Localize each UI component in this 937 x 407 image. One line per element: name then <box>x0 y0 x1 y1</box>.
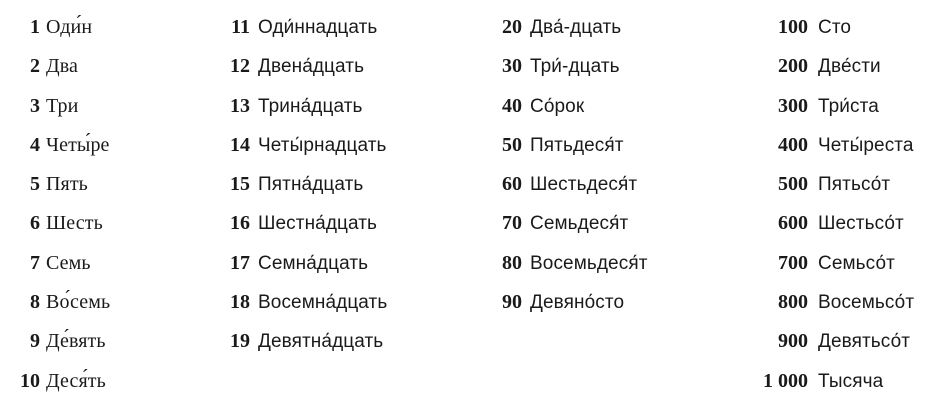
numeral-word: Девятьсо́т <box>818 331 911 353</box>
numeral-row <box>748 170 933 209</box>
numeral-word: Девятна́дцать <box>258 331 384 353</box>
numeral-digits: 15 <box>230 173 250 196</box>
numeral-digits: 800 <box>778 291 808 314</box>
numeral-digits: 700 <box>778 251 808 274</box>
numeral-digits: 13 <box>230 94 250 117</box>
numeral-word: Пятьсо́т <box>818 174 891 196</box>
numeral-digits: 2 <box>30 55 40 78</box>
numeral-word: Де́вять <box>46 330 106 353</box>
numeral-word: Шестьсо́т <box>818 213 904 235</box>
numeral-digits: 4 <box>30 133 40 156</box>
numeral-row <box>222 13 482 52</box>
numeral-digits: 70 <box>502 212 522 235</box>
numeral-digits: 19 <box>230 330 250 353</box>
numeral-word: Сто <box>818 17 852 38</box>
numeral-word: Восемна́дцать <box>258 292 388 314</box>
numeral-word: Восемьдеся́т <box>530 252 648 274</box>
numeral-row <box>10 92 210 131</box>
numeral-row <box>748 367 933 406</box>
numeral-word: Трина́дцать <box>258 95 363 117</box>
numeral-row <box>748 209 933 248</box>
numeral-row <box>492 52 752 91</box>
numeral-digits: 14 <box>230 133 250 156</box>
numeral-word: Шесть <box>46 212 103 235</box>
numeral-row <box>10 13 210 52</box>
numeral-row <box>10 327 210 366</box>
numeral-digits: 90 <box>502 291 522 314</box>
numerals-column-3 <box>492 13 752 327</box>
numeral-digits: 400 <box>778 133 808 156</box>
numeral-word: Пять <box>46 173 88 196</box>
numeral-digits: 30 <box>502 55 522 78</box>
numerals-column-1 <box>10 13 210 406</box>
numeral-digits: 11 <box>231 16 250 38</box>
numeral-digits: 1 <box>30 16 40 38</box>
numeral-word: Пятна́дцать <box>258 174 364 196</box>
numeral-row <box>492 92 752 131</box>
numeral-digits: 60 <box>502 173 522 196</box>
numeral-digits: 40 <box>502 94 522 117</box>
numeral-word: Четы́реста <box>818 134 914 156</box>
numeral-row <box>10 367 210 406</box>
numeral-row <box>748 131 933 170</box>
numeral-digits: 50 <box>502 133 522 156</box>
numeral-digits: 7 <box>30 251 40 274</box>
numeral-row <box>10 209 210 248</box>
numeral-row <box>492 249 752 288</box>
numeral-row <box>222 288 482 327</box>
numeral-digits: 600 <box>778 212 808 235</box>
numeral-row <box>222 209 482 248</box>
numeral-row <box>492 288 752 327</box>
numeral-digits: 9 <box>30 330 40 353</box>
numeral-digits: 20 <box>502 16 522 38</box>
numeral-word: Со́рок <box>530 95 585 117</box>
numeral-word: Оди́н <box>46 16 93 38</box>
numeral-row <box>222 249 482 288</box>
numeral-word: Семьсо́т <box>818 252 895 274</box>
numeral-digits: 16 <box>230 212 250 235</box>
numeral-row <box>748 327 933 366</box>
numeral-digits: 80 <box>502 251 522 274</box>
numeral-row <box>492 170 752 209</box>
numeral-row <box>492 131 752 170</box>
numeral-word: Два́-дцать <box>530 17 622 38</box>
numeral-row <box>222 170 482 209</box>
numeral-word: Семна́дцать <box>258 252 369 274</box>
numeral-digits: 1 000 <box>763 369 808 392</box>
numeral-row <box>748 288 933 327</box>
numeral-digits: 3 <box>30 94 40 117</box>
numeral-digits: 300 <box>778 94 808 117</box>
numerals-column-2 <box>222 13 482 367</box>
numeral-digits: 8 <box>30 291 40 314</box>
numeral-row <box>10 52 210 91</box>
numeral-word: Два <box>46 55 78 78</box>
numeral-word: Семь <box>46 251 91 274</box>
numeral-word: Три <box>46 94 79 117</box>
numeral-digits: 200 <box>778 55 808 78</box>
numeral-row <box>222 52 482 91</box>
numeral-digits: 6 <box>30 212 40 235</box>
numeral-word: Двена́дцать <box>258 56 365 78</box>
numeral-row <box>748 52 933 91</box>
numeral-digits: 900 <box>778 330 808 353</box>
numeral-row <box>748 249 933 288</box>
numeral-word: Девяно́сто <box>530 292 625 314</box>
numeral-word: Шестьдеся́т <box>530 174 638 196</box>
numeral-row <box>222 327 482 366</box>
numeral-row <box>10 131 210 170</box>
numeral-row <box>748 13 933 52</box>
numeral-row <box>222 92 482 131</box>
numeral-word: Во́семь <box>46 291 111 314</box>
numeral-word: Три́-дцать <box>530 56 620 78</box>
numeral-word: Семьдеся́т <box>530 213 629 235</box>
numerals-column-4 <box>748 13 933 406</box>
numeral-digits: 100 <box>778 16 808 38</box>
numeral-word: Четы́рнадцать <box>258 134 387 156</box>
numeral-word: Восемьсо́т <box>818 292 915 314</box>
numeral-row <box>10 288 210 327</box>
numeral-word: Четы́ре <box>46 133 110 156</box>
numeral-digits: 10 <box>20 369 40 392</box>
numeral-digits: 17 <box>230 251 250 274</box>
numeral-row <box>748 92 933 131</box>
numeral-word: Три́ста <box>818 95 879 117</box>
numeral-word: Две́сти <box>818 56 881 78</box>
numeral-digits: 5 <box>30 173 40 196</box>
numeral-word: Деся́ть <box>46 369 106 392</box>
numeral-row <box>10 249 210 288</box>
numeral-word: Шестна́дцать <box>258 213 378 235</box>
numeral-row <box>10 170 210 209</box>
numeral-digits: 500 <box>778 173 808 196</box>
numeral-digits: 18 <box>230 291 250 314</box>
numeral-row <box>492 209 752 248</box>
numeral-digits: 12 <box>230 55 250 78</box>
numeral-word: Тысяча <box>818 370 884 392</box>
numeral-word: Пятьдеся́т <box>530 134 624 156</box>
numeral-row <box>492 13 752 52</box>
numeral-word: Оди́ннадцать <box>258 17 378 38</box>
numeral-row <box>222 131 482 170</box>
